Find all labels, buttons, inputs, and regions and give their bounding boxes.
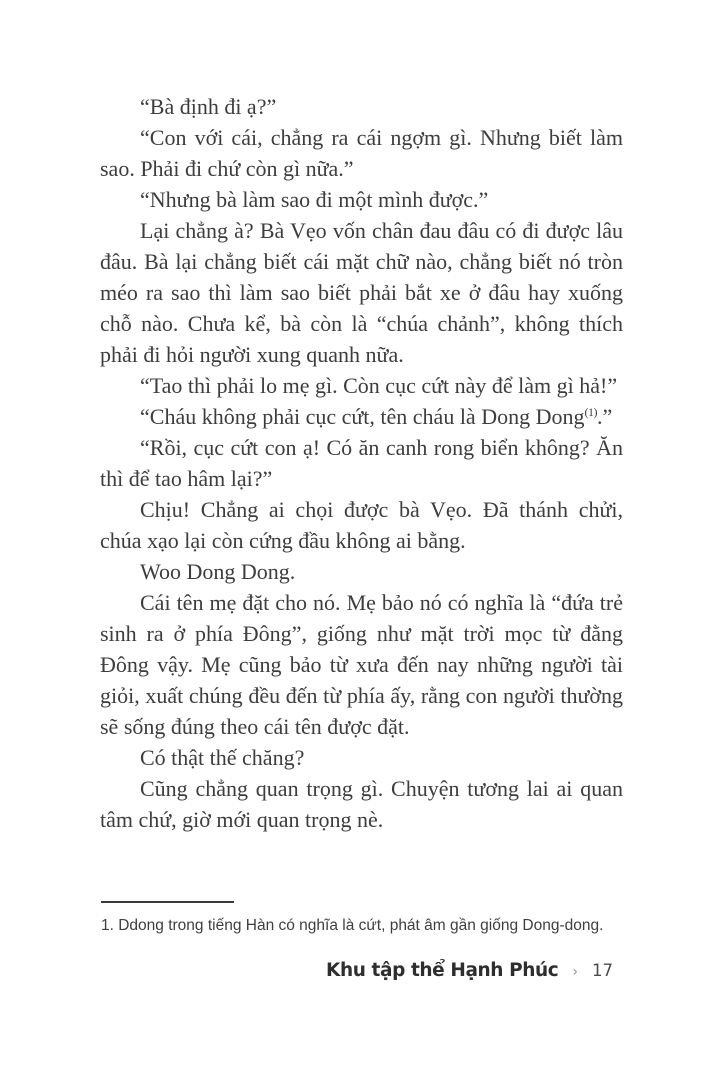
paragraph-text: “Cháu không phải cục cứt, tên cháu là Dong Dong <box>140 404 585 429</box>
page-body <box>100 91 623 835</box>
paragraph: Cái tên mẹ đặt cho nó. Mẹ bảo nó có nghĩa là “đứa trẻ sinh ra ở phía Đông”, giống như mặt trời mọc từ đằng Đông vậy. Mẹ cũng bảo từ xưa đến nay những người tài giỏi, xuất chúng đều đến từ phía ấy, rằng con người thường sẽ sống đúng theo cái tên được đặt. <box>100 590 623 739</box>
paragraph: “Rồi, cục cứt con ạ! Có ăn canh rong biển không? Ăn thì để tao hâm lại?” <box>100 435 623 491</box>
footnote-text: 1. Ddong trong tiếng Hàn có nghĩa là cứt, phát âm gần giống Dong-dong. <box>101 917 604 934</box>
paragraph: “Con với cái, chẳng ra cái ngợm gì. Nhưng biết làm sao. Phải đi chứ còn gì nữa.” <box>100 125 623 181</box>
footnote-reference: (1) <box>584 405 597 419</box>
running-title: Khu tập thể Hạnh Phúc <box>326 960 559 981</box>
paragraph: Lại chẳng à? Bà Vẹo vốn chân đau đâu có đi được lâu đâu. Bà lại chẳng biết cái mặt chữ nào, chẳng biết nó tròn méo ra sao thì làm sao biết phải bắt xe ở đâu hay xuống chỗ nào. Chưa kể, bà còn là “chúa chảnh”, không thích phải đi hỏi người xung quanh nữa. <box>100 218 623 367</box>
page-footer <box>326 960 613 981</box>
paragraph: Có thật thế chăng? <box>140 745 305 770</box>
paragraph <box>100 401 623 432</box>
paragraph: Chịu! Chẳng ai chọi được bà Vẹo. Đã thánh chửi, chúa xạo lại còn cứng đầu không ai bằng. <box>100 497 623 553</box>
paragraph: “Nhưng bà làm sao đi một mình được.” <box>140 187 489 212</box>
chevron-separator-icon: › <box>572 964 578 980</box>
paragraph: Woo Dong Dong. <box>140 559 296 584</box>
page-number: 17 <box>592 961 613 980</box>
paragraph: “Bà định đi ạ?” <box>140 94 277 119</box>
paragraph: “Tao thì phải lo mẹ gì. Còn cục cứt này để làm gì hả!” <box>140 373 618 398</box>
footnote-divider <box>101 901 234 903</box>
footnote-area <box>101 901 624 936</box>
paragraph: Cũng chẳng quan trọng gì. Chuyện tương lai ai quan tâm chứ, giờ mới quan trọng nè. <box>100 776 623 832</box>
paragraph-text: .” <box>596 404 613 429</box>
